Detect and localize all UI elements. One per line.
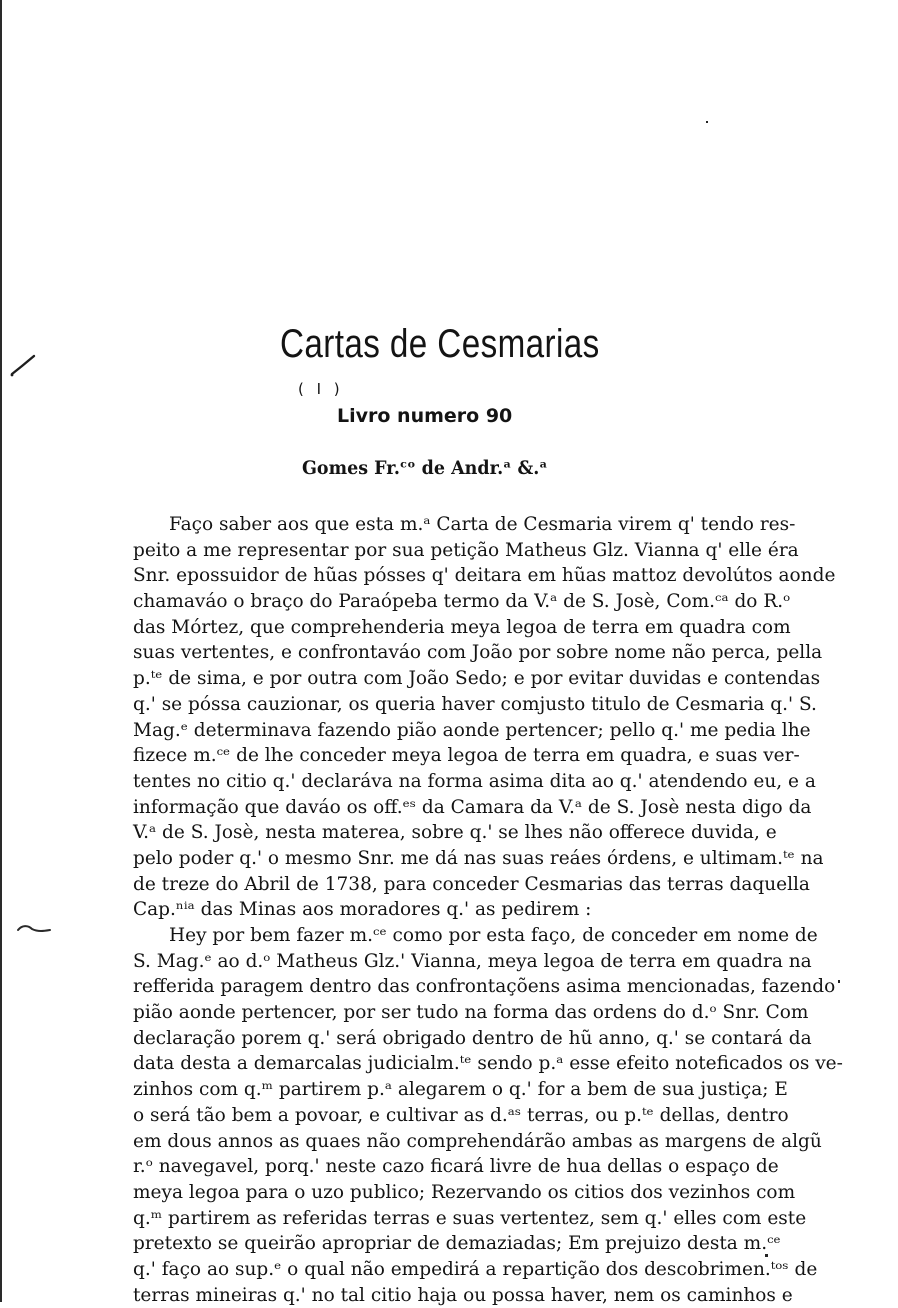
text-line: Snr. epossuidor de hũas pósses q' deitara em hũas mattoz devolútos aonde bbox=[133, 565, 836, 587]
text-line: Cap.ⁿⁱᵃ das Minas aos moradores q.' as pedirem : bbox=[133, 899, 592, 921]
document-body bbox=[133, 512, 843, 1308]
text-line: pião aonde pertencer, por ser tudo na forma das ordens do d.ᵒ Snr. Com bbox=[133, 1002, 809, 1024]
text-line: q.' faço ao sup.ᵉ o qual não empedirá a repartição dos descobrimen.ᵗᵒˢ de bbox=[133, 1258, 818, 1280]
book-number: Livro numero 90 bbox=[337, 405, 513, 427]
page-title: Cartas de Cesmarias bbox=[280, 322, 600, 366]
margin-mark-icon bbox=[8, 350, 38, 378]
text-line: fizece m.ᶜᵉ de lhe conceder meya legoa de terra em quadra, e suas ver- bbox=[133, 745, 800, 767]
text-line: r.ᵒ navegavel, porq.' neste cazo ficará livre de hua dellas o espaço de bbox=[133, 1156, 779, 1178]
text-line: refferida paragem dentro das confrontaçõens asima mencionadas, fazendo bbox=[133, 976, 836, 998]
text-line: zinhos com q.ᵐ partirem p.ᵃ alegarem o q.' for a bem de sua justiça; E bbox=[133, 1079, 788, 1101]
text-line: V.ᵃ de S. Josè, nesta materea, sobre q.' se lhes não offerece duvida, e bbox=[133, 822, 777, 844]
text-line: informação que daváo os off.ᵉˢ da Camara da V.ᵃ de S. Josè nesta digo da bbox=[133, 796, 812, 818]
text-line: terras mineiras q.' no tal citio haja ou possa haver, nem os caminhos e bbox=[133, 1284, 793, 1306]
text-line: peito a me representar por sua petição Matheus Glz. Vianna q' elle éra bbox=[133, 539, 799, 561]
text-line: das Mórtez, que comprehenderia meya legoa de terra em quadra com bbox=[133, 616, 791, 638]
text-line: data desta a demarcalas judicialm.ᵗᵉ sendo p.ᵃ esse efeito noteficados os ve- bbox=[133, 1053, 843, 1075]
section-marker: ( I ) bbox=[298, 380, 344, 398]
text-line: de treze do Abril de 1738, para conceder Cesmarias das terras daquella bbox=[133, 873, 810, 895]
text-line: meya legoa para o uzo publico; Rezervando os citios dos vezinhos com bbox=[133, 1181, 796, 1203]
text-line: S. Mag.ᵉ ao d.ᵒ Matheus Glz.' Vianna, meya legoa de terra em quadra na bbox=[133, 950, 812, 972]
text-line: q.ᵐ partirem as referidas terras e suas vertentez, sem q.' elles com este bbox=[133, 1207, 807, 1229]
text-line: Mag.ᵉ determinava fazendo pião aonde pertencer; pello q.' me pedia lhe bbox=[133, 719, 811, 741]
scan-speck bbox=[838, 980, 840, 983]
text-line: Hey por bem fazer m.ᶜᵉ como por esta faço, de conceder em nome de bbox=[169, 925, 818, 946]
text-line: tentes no citio q.' declaráva na forma asima dita ao q.' atendendo eu, e a bbox=[133, 770, 816, 792]
text-line: pretexto se queirão apropriar de demaziadas; Em prejuizo desta m.ᶜᵉ bbox=[133, 1233, 781, 1255]
grant-heading: Gomes Fr.ᶜᵒ de Andr.ᵃ &.ᵃ bbox=[302, 457, 548, 479]
text-line: q.' se póssa cauzionar, os queria haver comjusto titulo de Cesmaria q.' S. bbox=[133, 693, 817, 715]
text-line: chamaváo o braço do Paraópeba termo da V.ᵃ de S. Josè, Com.ᶜᵃ do R.ᵒ bbox=[133, 591, 791, 613]
margin-smudge-icon bbox=[14, 921, 54, 937]
text-line: em dous annos as quaes não comprehendárão ambas as margens de algũ bbox=[133, 1130, 822, 1152]
text-line: suas vertentes, e confrontaváo com João por sobre nome não perca, pella bbox=[133, 642, 823, 664]
scan-speck bbox=[706, 121, 708, 123]
text-line: pelo poder q.' o mesmo Snr. me dá nas suas reáes órdens, e ultimam.ᵗᵉ na bbox=[133, 847, 824, 869]
text-line: o será tão bem a povoar, e cultivar as d.ᵃˢ terras, ou p.ᵗᵉ dellas, dentro bbox=[133, 1104, 789, 1126]
text-line: Faço saber aos que esta m.ᵃ Carta de Cesmaria virem q' tendo res- bbox=[169, 514, 796, 535]
text-line: declaração porem q.' será obrigado dentro de hũ anno, q.' se contará da bbox=[133, 1027, 812, 1049]
scan-speck bbox=[765, 1254, 768, 1257]
page-edge-rule bbox=[0, 0, 2, 1302]
text-line: p.ᵗᵉ de sima, e por outra com João Sedo; e por evitar duvidas e contendas bbox=[133, 668, 821, 690]
